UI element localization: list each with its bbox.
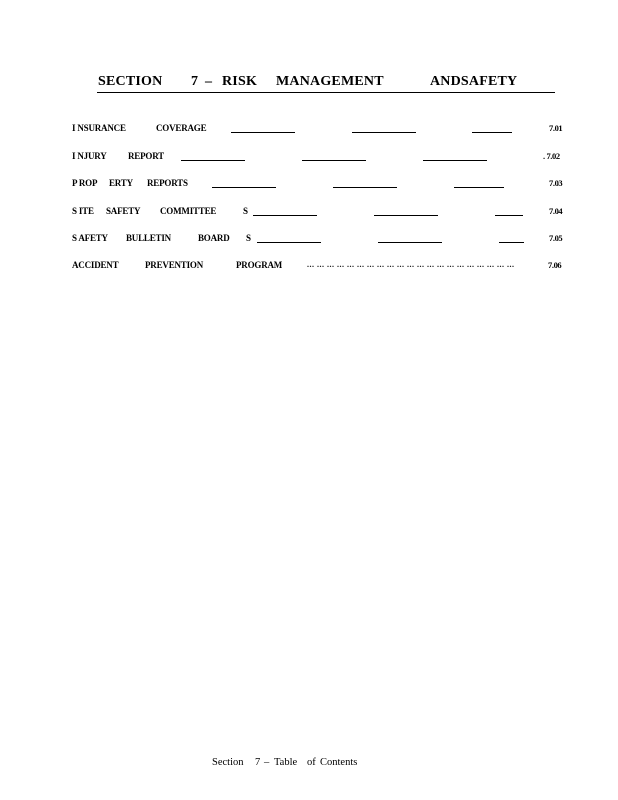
leader-line xyxy=(495,215,523,216)
title-word-risk: RISK xyxy=(222,74,258,89)
leader-line xyxy=(333,187,397,188)
toc-entry-word: REPORT xyxy=(128,151,164,161)
toc-page-number: 7.06 xyxy=(548,260,562,270)
toc-entry-word: PROGRAM xyxy=(236,260,283,270)
toc-entry-property-reports[interactable] xyxy=(0,178,618,192)
leader-line xyxy=(374,215,438,216)
leader-line xyxy=(231,132,295,133)
toc-page-number: 7.05 xyxy=(549,233,563,243)
footer-dash: – xyxy=(264,757,270,768)
toc-entry-safety-bulletin-boards[interactable] xyxy=(0,233,618,247)
toc-page-number: 7.01 xyxy=(549,123,563,133)
toc-entry-word: ACCIDENT xyxy=(72,260,119,270)
toc-entry-insurance-coverage[interactable] xyxy=(0,123,618,137)
toc-page-number: 7.03 xyxy=(549,178,563,188)
toc-entry-injury-report[interactable] xyxy=(0,151,618,165)
toc-entry-word: COVERAGE xyxy=(156,123,207,133)
leader-line xyxy=(423,160,487,161)
toc-entry-word: I NJURY xyxy=(72,151,107,161)
footer-section-word: Section xyxy=(212,757,244,768)
leader-line xyxy=(352,132,416,133)
footer-word-contents: Contents xyxy=(320,757,358,768)
leader-line xyxy=(454,187,504,188)
leader-line xyxy=(212,187,276,188)
leader-line xyxy=(499,242,524,243)
toc-entry-word: S ITE xyxy=(72,206,94,216)
leader-line xyxy=(472,132,512,133)
toc-entry-accident-prevention-program[interactable] xyxy=(0,260,618,274)
leader-line xyxy=(378,242,442,243)
toc-entry-word: SAFETY xyxy=(106,206,141,216)
title-section-number: 7 xyxy=(191,74,199,89)
toc-entry-word: S AFETY xyxy=(72,233,108,243)
footer-word-of: of xyxy=(307,757,316,768)
footer-word-table: Table xyxy=(274,757,298,768)
toc-entry-word: REPORTS xyxy=(147,178,188,188)
toc-entry-word: BULLETIN xyxy=(126,233,171,243)
title-word-andsafety: ANDSAFETY xyxy=(430,74,518,89)
footer-number: 7 xyxy=(255,757,261,768)
toc-entry-word: P ROP xyxy=(72,178,98,188)
leader-line xyxy=(253,215,317,216)
toc-entry-site-safety-committees[interactable] xyxy=(0,206,618,220)
leader-line xyxy=(302,160,366,161)
toc-entry-word: PREVENTION xyxy=(145,260,204,270)
toc-entry-word: S xyxy=(246,233,251,243)
section-title xyxy=(97,74,555,93)
toc-page-number: . 7.02 xyxy=(543,151,560,161)
toc-entry-word: S xyxy=(243,206,248,216)
toc-entry-word: COMMITTEE xyxy=(160,206,217,216)
title-word-management: MANAGEMENT xyxy=(276,74,384,89)
leader-line xyxy=(257,242,321,243)
toc-entry-word: BOARD xyxy=(198,233,230,243)
title-dash: – xyxy=(205,74,213,89)
dot-leader: ... ... ... ... ... ... ... ... ... ... ... ... ... ... ... ... ... ... ... ... ... xyxy=(307,260,515,269)
leader-line xyxy=(181,160,245,161)
toc-entry-word: ERTY xyxy=(109,178,133,188)
toc-page-number: 7.04 xyxy=(549,206,563,216)
title-section-word: SECTION xyxy=(98,74,163,89)
toc-entry-word: I NSURANCE xyxy=(72,123,126,133)
